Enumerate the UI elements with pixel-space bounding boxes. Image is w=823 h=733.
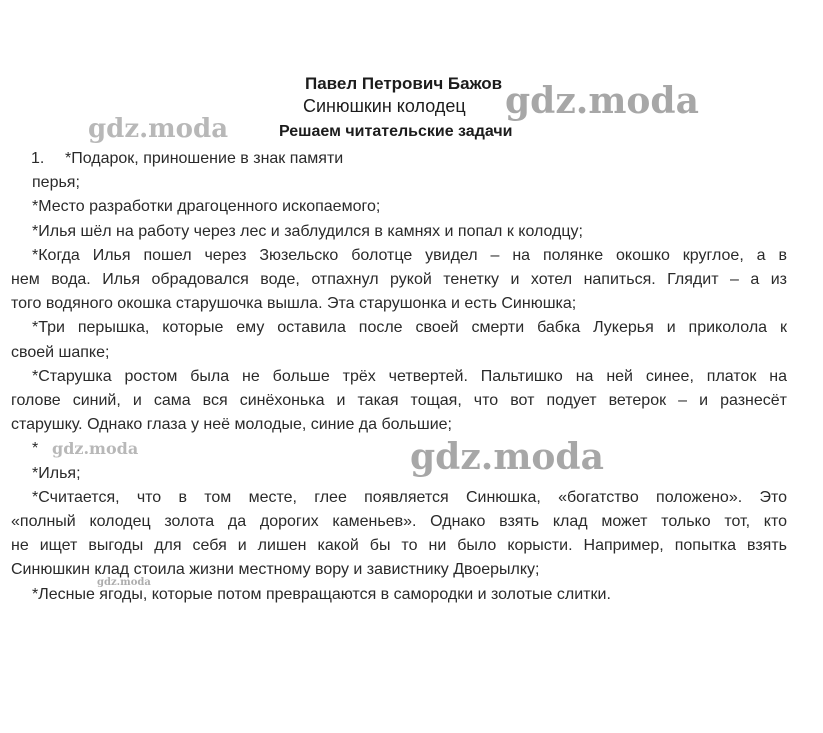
answer-line-19: *Лесные ягоды, которые потом превращаются в самородки и золотые слитки.	[32, 585, 611, 603]
watermark: gdz.moda	[410, 436, 604, 478]
watermark: gdz.moda	[97, 577, 151, 588]
answer-line-4: *Илья шёл на работу через лес и заблудился в камнях и попал к колодцу;	[32, 222, 583, 240]
story-title: Синюшкин колодец	[303, 96, 466, 116]
answer-line-15: *Считается, что в том месте, глее появляется Синюшка, «богатство положено». Это	[32, 488, 787, 506]
answer-line-2: перья;	[32, 174, 80, 192]
watermark: gdz.moda	[505, 80, 699, 122]
watermark: gdz.moda	[52, 439, 139, 458]
section-subtitle: Решаем читательские задачи	[279, 123, 513, 140]
answer-line-3: *Место разработки драгоценного ископаемого;	[32, 198, 381, 216]
item-number: 1.	[31, 150, 45, 167]
answer-line-7: того водяного окошка старушочка вышла. Эта старушонка и есть Синюшка;	[11, 295, 577, 313]
answer-line-18: Синюшкин клад стоила жизни местному вору и завистнику Двоерылку;	[11, 561, 540, 579]
watermark: gdz.moda	[88, 114, 229, 144]
author-name: Павел Петрович Бажов	[305, 74, 503, 93]
answer-line-12: старушку. Однако глаза у неё молодые, синие да большие;	[11, 416, 452, 434]
answer-line-9: своей шапке;	[11, 343, 110, 361]
answer-line-6: нем вода. Илья обрадовался воде, отпахнул рукой тенетку и хотел напиться. Глядит – а из	[11, 271, 787, 288]
answer-line-13: *	[32, 440, 39, 458]
answer-line-14: *Илья;	[32, 464, 81, 482]
answer-line-5: *Когда Илья пошел через Зюзельско болотце увидел – на полянке окошко круглое, а в	[32, 246, 787, 264]
answers-text	[11, 147, 787, 607]
answer-line-1	[11, 147, 787, 171]
answer-line-8: *Три перышка, которые ему оставила после своей смерти бабка Лукерья и приколола к	[32, 319, 787, 337]
answer-line-10: *Старушка ростом была не больше трёх четвертей. Пальтишко на ней синее, платок на	[32, 367, 787, 385]
answer-text: *Подарок, приношение в знак памяти	[65, 150, 344, 167]
answer-line-16: «полный колодец золота да дорогих каменьев». Однако взять клад может только тот, кто	[11, 512, 787, 530]
answer-line-17: не ищет выгоды для себя и лишен какой бы то ни было корысти. Например, попытка взять	[11, 537, 787, 555]
answer-line-11: голове синий, и сама вся синёхонька и такая тощая, что вот подует ветерок – и разнесёт	[11, 391, 787, 409]
